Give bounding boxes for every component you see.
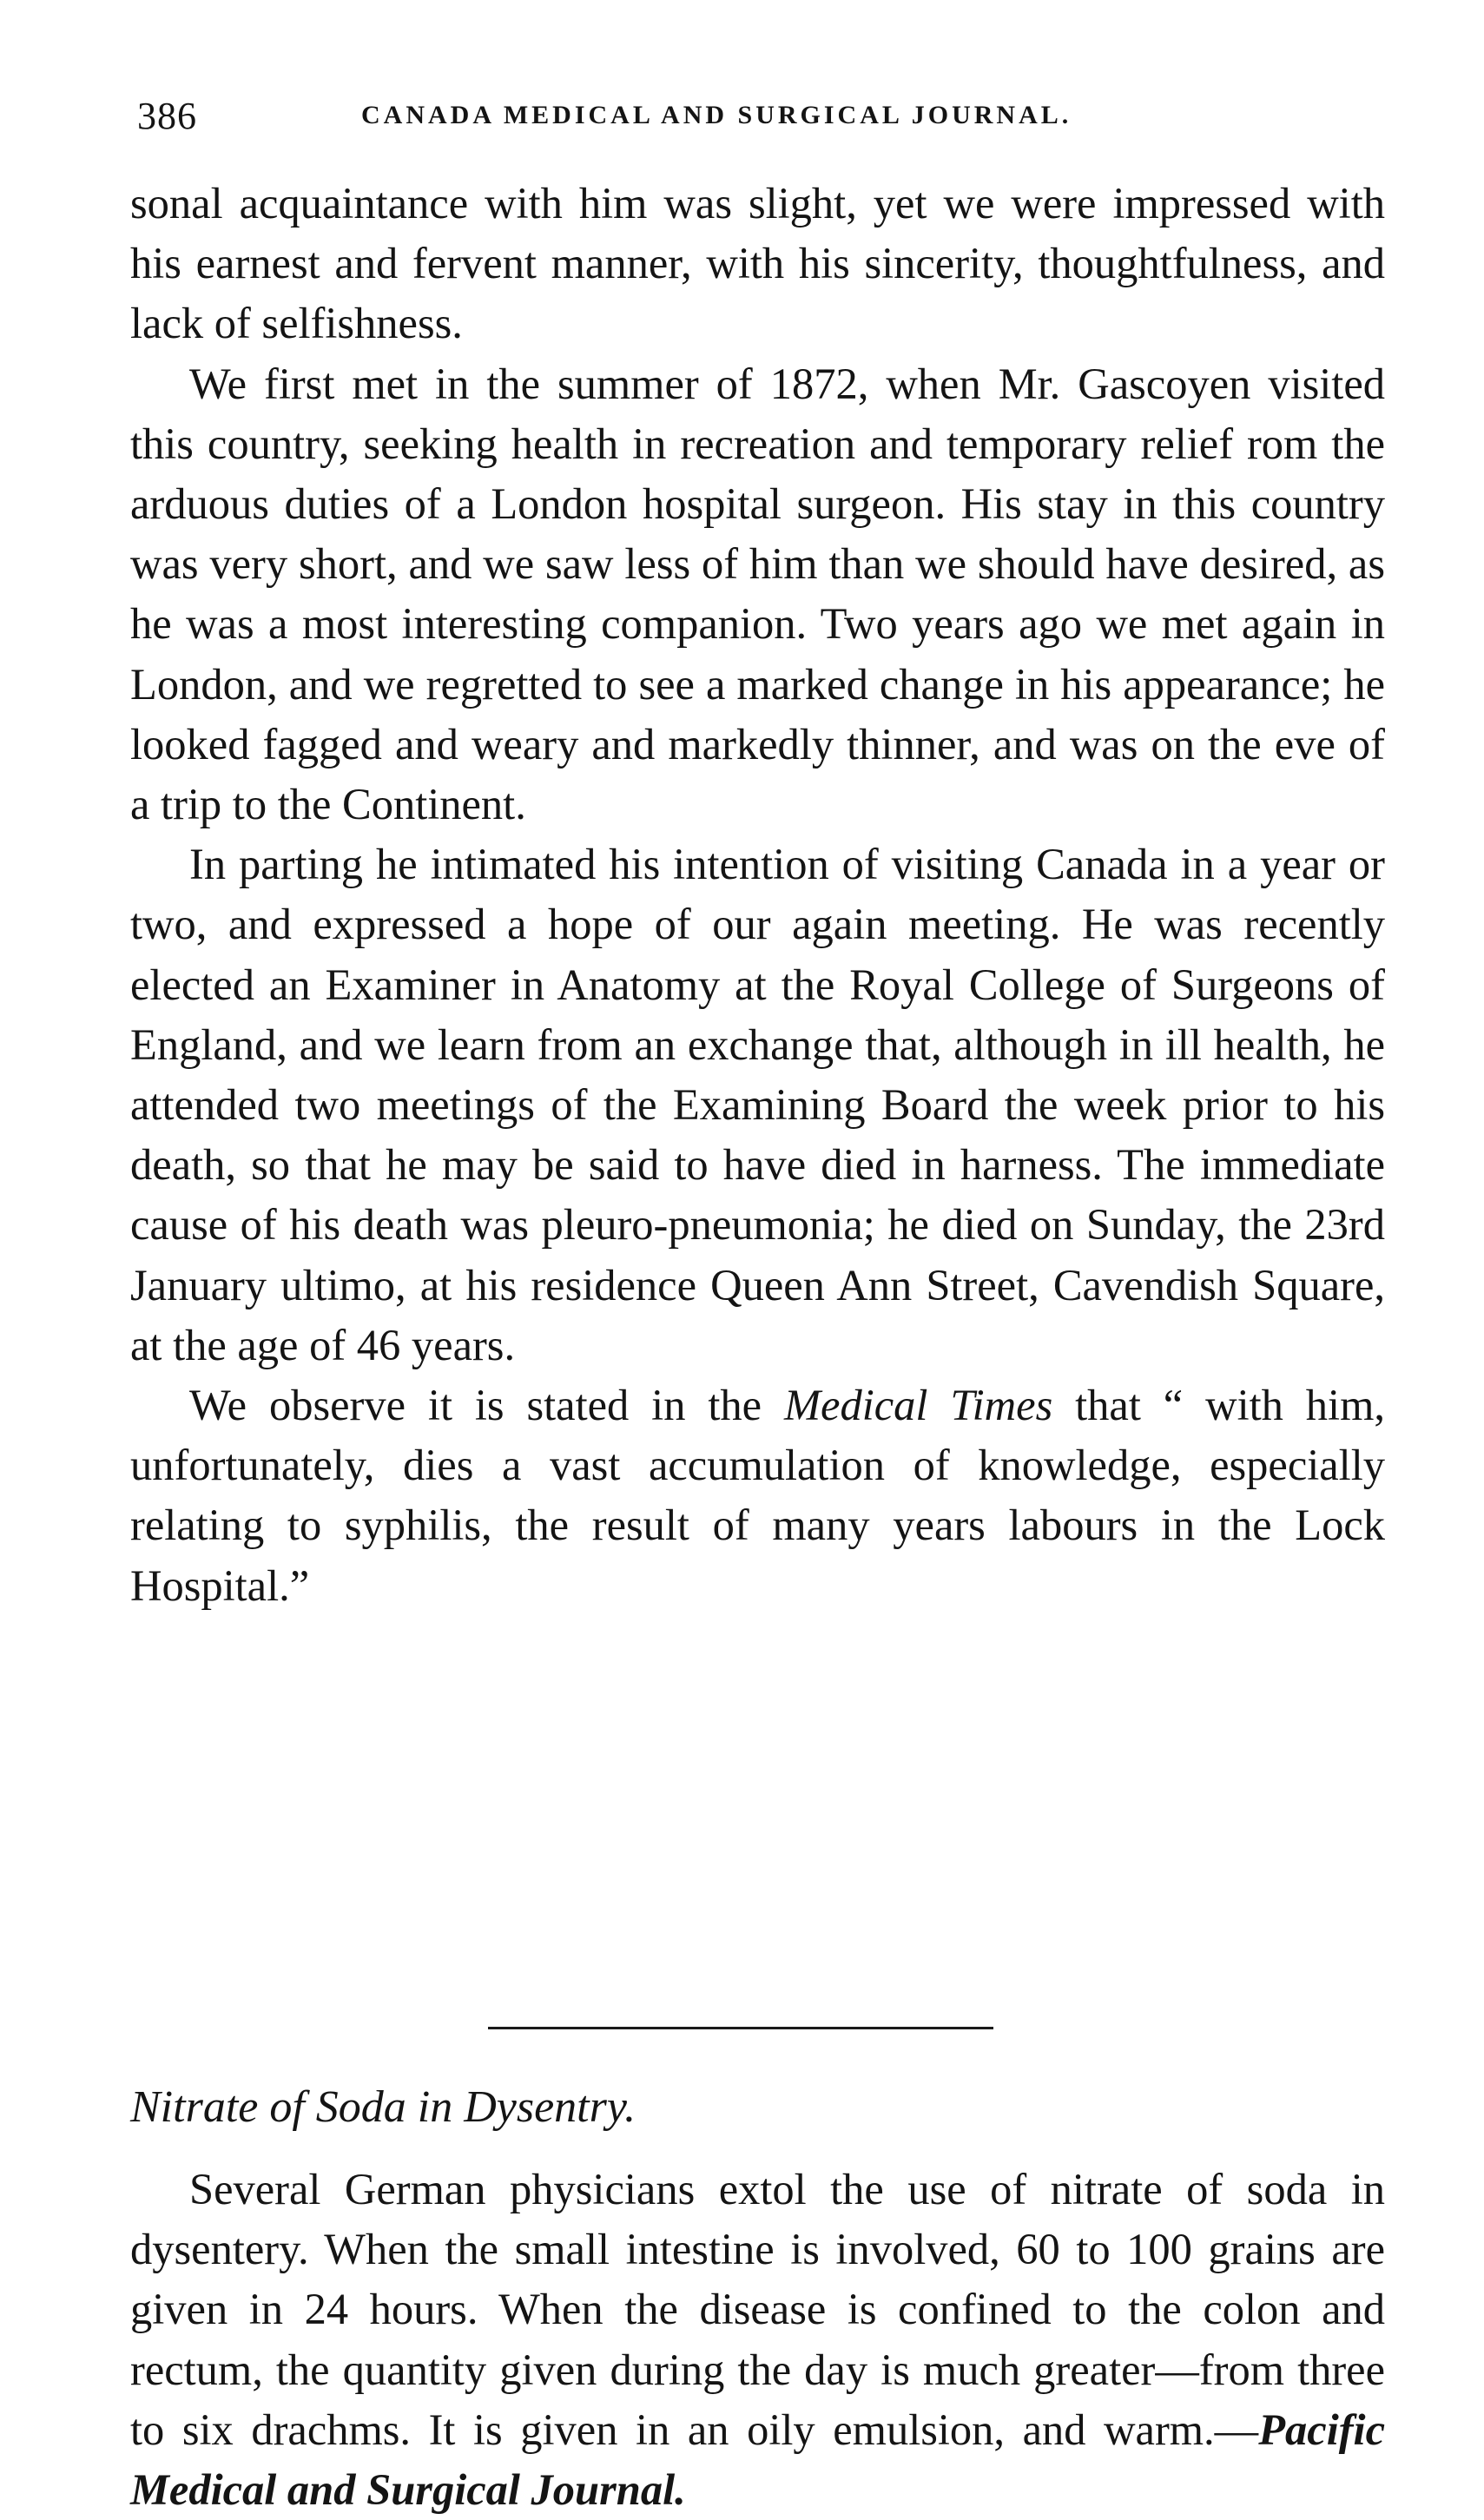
article-paragraph: In parting he intimated his intention of visiting Canada in a year or two, and expressed a hope of our again meeting. He was recently elected an Examiner in Anatomy at the Royal College of Surgeons of England, and we learn from an exchange that, although in ill health, he attended two meetings of the Examining Board the week prior to his death, so that he may be said to have died in harness. The immediate cause of his death was pleuro-pneumonia; he died on Sunday, the 23rd January ultimo, at his residence Queen Ann Street, Cavendish Square, at the age of 46 years. xyxy=(130,840,1385,1369)
paragraph-text: We observe it is stated in the xyxy=(189,1381,784,1430)
section-title: Nitrate of Soda in Dysentry. xyxy=(130,2082,636,2132)
section-divider xyxy=(488,2027,993,2029)
article-paragraph xyxy=(130,1375,1385,1616)
paragraph-text: that “ with him, unfortunately, dies a vast accumulation of knowledge, especially relating to syphilis, the result of many years labours in the Lock Hospital.” xyxy=(130,1381,1385,1610)
page-header xyxy=(137,94,1353,146)
nitrate-section xyxy=(130,2080,1385,2520)
article-paragraph: sonal acquaintance with him was slight, yet we were impressed with his earnest and fervent manner, with his sincerity, thoughtfulness, and lack of selfishness. xyxy=(130,179,1385,348)
section-paragraph xyxy=(130,2160,1385,2520)
source-citation: Pacific Medical and Surgical Journal. xyxy=(130,2405,1385,2515)
paragraph-text: Several German physicians extol the use of nitrate of soda in dysentery. When the small intestine is involved, 60 to 100 grains are given in 24 hours. When the disease is confined to the colon and rectum, the quantity given during the day is much greater—from three to six drachms. It is given in an oily emulsion, and warm.— xyxy=(130,2165,1385,2454)
obituary-article xyxy=(130,174,1385,1616)
journal-citation: Medical Times xyxy=(783,1381,1053,1430)
running-head: CANADA MEDICAL AND SURGICAL JOURNAL. xyxy=(361,101,1072,129)
page-number: 386 xyxy=(137,95,197,137)
article-paragraph: We first met in the summer of 1872, when Mr. Gascoyen visited this country, seeking health in recreation and temporary relief rom the arduous duties of a London hospital surgeon. His stay in this country was very short, and we saw less of him than we should have desired, as he was a most interesting companion. Two years ago we met again in London, and we regretted to see a marked change in his appearance; he looked fagged and weary and markedly thinner, and was on the eve of a trip to the Continent. xyxy=(130,359,1385,829)
